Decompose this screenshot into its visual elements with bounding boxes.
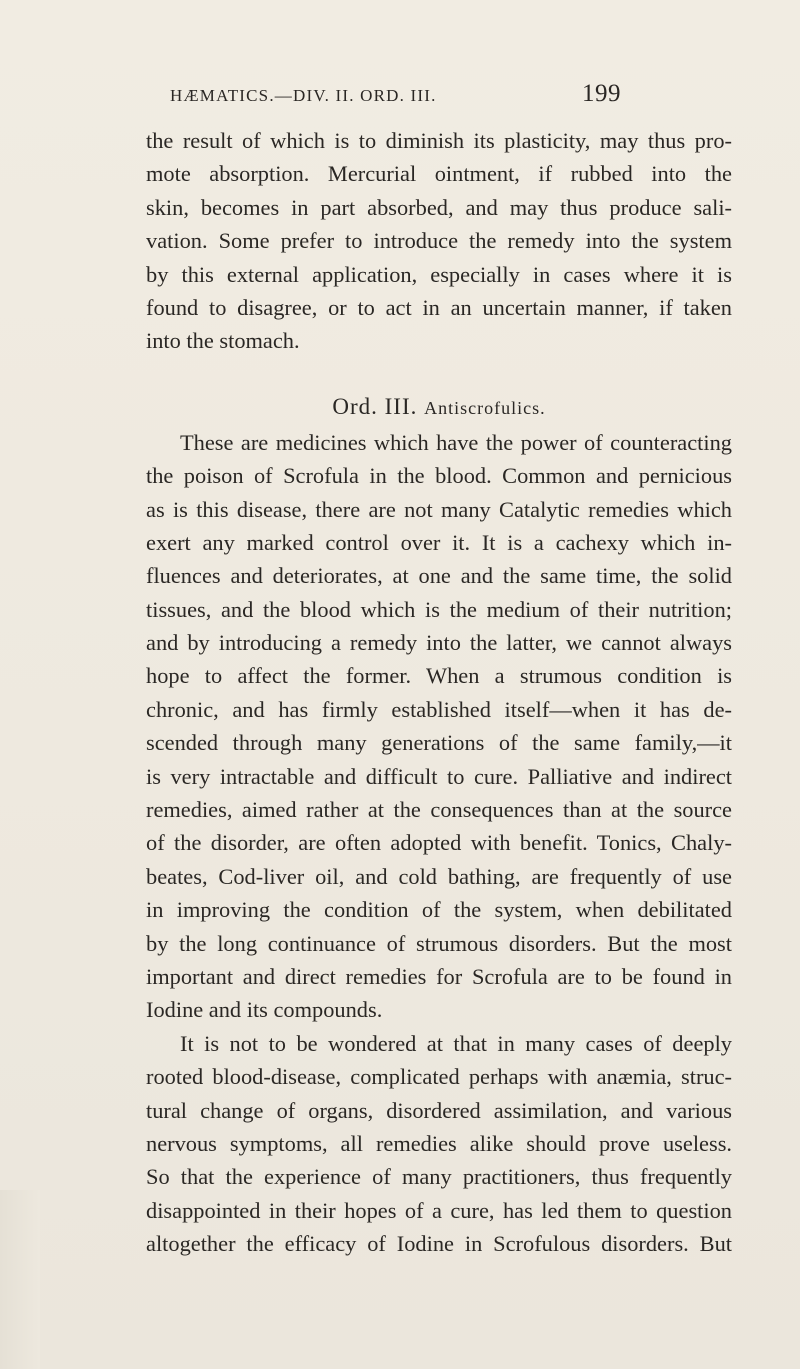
section-heading-prefix: Ord. III. (332, 393, 418, 419)
text-line: by the long continuance of strumous disorders. But the most (146, 930, 732, 956)
text-line: beates, Cod-liver oil, and cold bathing, are frequently of use (146, 863, 732, 889)
text-line: tissues, and the blood which is the medium of their nutrition; (146, 596, 732, 622)
section-gap (146, 358, 732, 388)
body-text (146, 124, 732, 1261)
text-line: hope to affect the former. When a strumous condition is (146, 663, 732, 689)
text-line: chronic, and has firmly established itself—when it has de- (146, 696, 732, 722)
section-heading-title: Antiscrofulics. (424, 397, 546, 418)
text-line: So that the experience of many practitioners, thus frequently (146, 1164, 732, 1190)
text-line: remedies, aimed rather at the consequences than at the source (146, 797, 732, 823)
text-line: fluences and deteriorates, at one and the same time, the solid (146, 563, 732, 589)
text-line: by this external application, especially in cases where it is (146, 261, 732, 287)
running-head-title: HÆMATICS.—DIV. II. ORD. III. (170, 86, 437, 105)
paragraph-1 (146, 124, 732, 358)
text-line: scended through many generations of the same family,—it (146, 730, 732, 756)
text-line: is very intractable and difficult to cure. Palliative and indirect (146, 763, 732, 789)
text-line: into the stomach. (146, 328, 300, 354)
text-line: rooted blood-disease, complicated perhaps with anæmia, struc- (146, 1064, 732, 1090)
text-line: altogether the efficacy of Iodine in Scrofulous disorders. But (146, 1231, 732, 1257)
text-line: as is this disease, there are not many Catalytic remedies which (146, 496, 732, 522)
text-line: and by introducing a remedy into the latter, we cannot always (146, 630, 732, 656)
paragraph-3 (146, 1027, 732, 1261)
paragraph-2 (146, 426, 732, 1027)
text-line: found to disagree, or to act in an uncertain manner, if taken (146, 294, 732, 320)
text-line: skin, becomes in part absorbed, and may thus produce sali- (146, 194, 732, 220)
text-line: tural change of organs, disordered assimilation, and various (146, 1097, 732, 1123)
page-binding-edge (0, 1190, 40, 1369)
text-line: disappointed in their hopes of a cure, has led them to question (146, 1197, 732, 1223)
text-line: important and direct remedies for Scrofula are to be found in (146, 963, 732, 989)
page-number: 199 (582, 80, 621, 107)
running-head (170, 78, 490, 114)
text-line: mote absorption. Mercurial ointment, if rubbed into the (146, 161, 732, 187)
text-line: in improving the condition of the system, when debilitated (146, 897, 732, 923)
text-line: These are medicines which have the power of counteracting (180, 429, 732, 455)
text-line: Iodine and its compounds. (146, 997, 383, 1023)
section-heading (146, 388, 732, 426)
text-line: nervous symptoms, all remedies alike should prove useless. (146, 1130, 732, 1156)
text-line: the poison of Scrofula in the blood. Common and pernicious (146, 463, 732, 489)
text-line: vation. Some prefer to introduce the remedy into the system (146, 228, 732, 254)
text-line: exert any marked control over it. It is a cachexy which in- (146, 529, 732, 555)
text-line: the result of which is to diminish its plasticity, may thus pro- (146, 128, 732, 153)
text-line: It is not to be wondered at that in many cases of deeply (180, 1030, 732, 1056)
text-line: of the disorder, are often adopted with benefit. Tonics, Chaly- (146, 830, 732, 856)
